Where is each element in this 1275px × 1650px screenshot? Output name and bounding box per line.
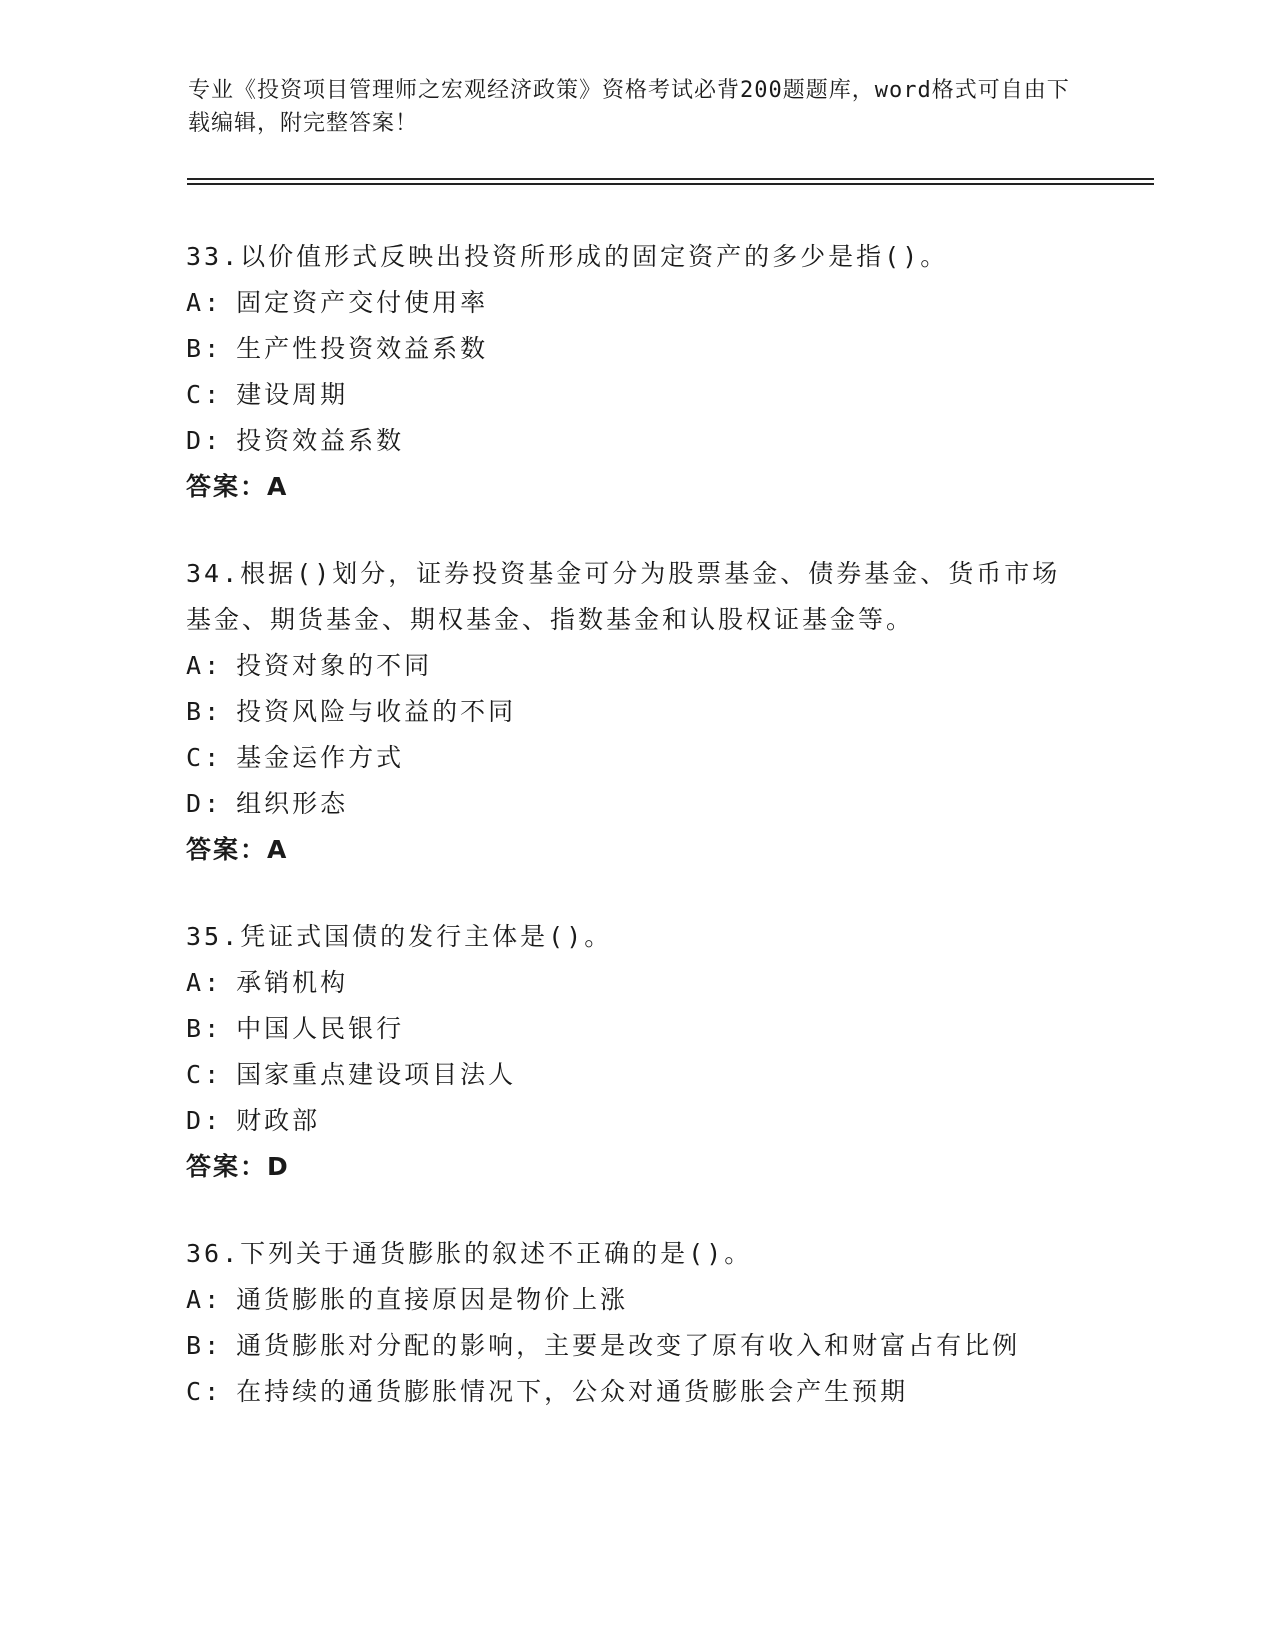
option-letter: C [186, 1377, 205, 1406]
option-letter: D [186, 789, 205, 818]
option-c [186, 372, 1086, 418]
question-stem: 34.根据()划分，证券投资基金可分为股票基金、债券基金、货币市场基金、期货基金、期权基金、指数基金和认股权证基金等。 [186, 559, 1061, 634]
answer-line: 答案：A [186, 472, 289, 501]
option-text: 组织形态 [236, 789, 349, 818]
option-letter: A [186, 651, 205, 680]
option-letter: C [186, 743, 205, 772]
option-separator: : [204, 380, 223, 409]
option-separator: : [204, 288, 223, 317]
option-d [186, 1098, 1086, 1144]
option-c [186, 735, 1086, 781]
document-intro: 专业《投资项目管理师之宏观经济政策》资格考试必背200题题库，word格式可自由下载编辑，附完整答案！ [188, 78, 1070, 136]
option-letter: B [186, 697, 205, 726]
option-text: 投资效益系数 [236, 426, 405, 455]
option-text: 固定资产交付使用率 [236, 288, 489, 317]
option-c [186, 1052, 1086, 1098]
option-separator: : [204, 789, 223, 818]
option-letter: D [186, 426, 205, 455]
option-a [186, 960, 1086, 1006]
option-text: 投资风险与收益的不同 [236, 697, 517, 726]
option-separator: : [204, 968, 223, 997]
option-letter: C [186, 1060, 205, 1089]
option-separator: : [204, 1285, 223, 1314]
question-36 [186, 1231, 1086, 1415]
option-text: 通货膨胀的直接原因是物价上涨 [236, 1285, 629, 1314]
option-b [186, 1323, 1086, 1369]
option-letter: A [186, 288, 205, 317]
option-separator: : [204, 1377, 223, 1406]
option-text: 基金运作方式 [236, 743, 405, 772]
option-b [186, 1006, 1086, 1052]
option-separator: : [204, 334, 223, 363]
option-text: 建设周期 [236, 380, 349, 409]
option-a [186, 1277, 1086, 1323]
option-c [186, 1369, 1086, 1415]
option-text: 在持续的通货膨胀情况下，公众对通货膨胀会产生预期 [236, 1377, 909, 1406]
question-stem: 35.凭证式国债的发行主体是()。 [186, 922, 613, 951]
header-divider-top [187, 178, 1154, 180]
question-35 [186, 914, 1086, 1190]
option-separator: : [204, 651, 223, 680]
option-d [186, 781, 1086, 827]
option-text: 通货膨胀对分配的影响，主要是改变了原有收入和财富占有比例 [236, 1331, 1021, 1360]
option-letter: C [186, 380, 205, 409]
option-text: 中国人民银行 [236, 1014, 405, 1043]
option-b [186, 326, 1086, 372]
option-letter: B [186, 334, 205, 363]
option-separator: : [204, 743, 223, 772]
option-separator: : [204, 1106, 223, 1135]
option-d [186, 418, 1086, 464]
option-separator: : [204, 1331, 223, 1360]
question-stem: 33.以价值形式反映出投资所形成的固定资产的多少是指()。 [186, 242, 949, 271]
question-list [186, 234, 1086, 1456]
option-a [186, 280, 1086, 326]
question-stem: 36.下列关于通货膨胀的叙述不正确的是()。 [186, 1239, 753, 1268]
option-letter: A [186, 1285, 205, 1314]
option-text: 国家重点建设项目法人 [236, 1060, 517, 1089]
option-letter: B [186, 1331, 205, 1360]
answer-line: 答案：A [186, 835, 289, 864]
option-a [186, 643, 1086, 689]
header-divider-bottom [187, 183, 1154, 185]
option-letter: A [186, 968, 205, 997]
option-letter: B [186, 1014, 205, 1043]
answer-line: 答案：D [186, 1152, 290, 1181]
option-text: 财政部 [236, 1106, 321, 1135]
option-text: 投资对象的不同 [236, 651, 433, 680]
option-letter: D [186, 1106, 205, 1135]
question-33 [186, 234, 1086, 510]
option-text: 生产性投资效益系数 [236, 334, 489, 363]
option-separator: : [204, 697, 223, 726]
option-separator: : [204, 426, 223, 455]
option-text: 承销机构 [236, 968, 349, 997]
option-separator: : [204, 1014, 223, 1043]
option-separator: : [204, 1060, 223, 1089]
option-b [186, 689, 1086, 735]
question-34 [186, 551, 1086, 873]
